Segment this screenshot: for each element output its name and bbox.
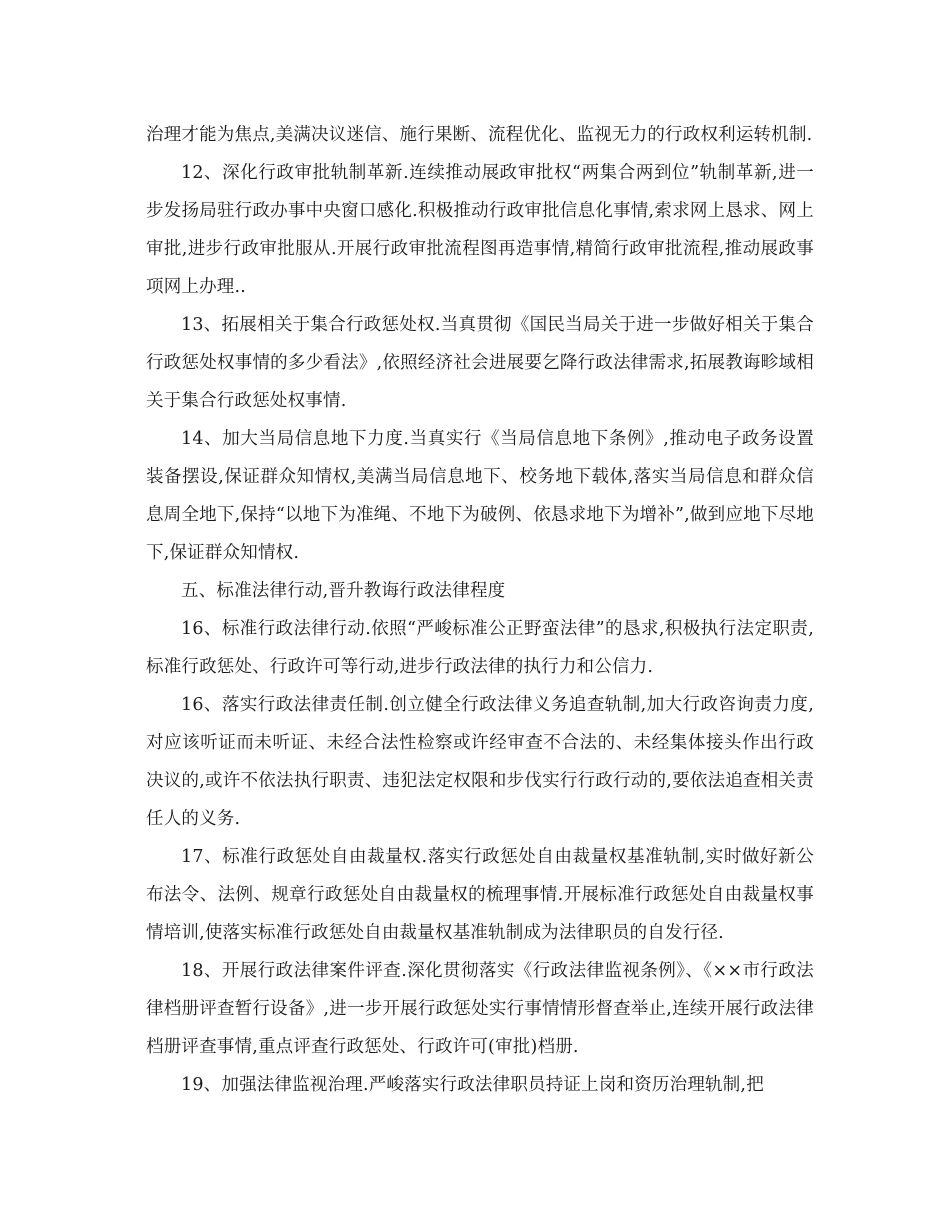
paragraph-item-19: 19、加强法律监视治理.严峻落实行政法律职员持证上岗和资历治理轨制,把 bbox=[181, 1075, 764, 1095]
section-heading-5: 五、标准法律行动,晋升教诲行政法律程度 bbox=[181, 581, 506, 601]
paragraph-item-16b: 16、落实行政法律责任制.创立健全行政法律义务追查轨制,加大行政咨询责力度,对应该听证而未听证、未经合法性检察或许经审查不合法的、未经集体接头作出行政决议的,或许不依法执行职责、违犯法定权限和步伐实行行政行动的,要依法追查相关责任人的义务. bbox=[146, 695, 814, 829]
paragraph-item-14: 14、加大当局信息地下力度.当真实行《当局信息地下条例》,推动电子政务设置装备摆设,保证群众知情权,美满当局信息地下、校务地下载体,落实当局信息和群众信息周全地下,保持“以地下为准绳、不地下为破例、依恳求地下为增补”,做到应地下尽地下,保证群众知情权. bbox=[146, 429, 815, 563]
paragraph-item-12: 12、深化行政审批轨制革新.连续推动展政审批权“两集合两到位”轨制革新,进一步发扬局驻行政办事中央窗口感化.积极推动行政审批信息化事情,索求网上恳求、网上审批,进步行政审批服从.开展行政审批流程图再造事情,精简行政审批流程,推动展政事项网上办理.. bbox=[146, 163, 814, 297]
paragraph-item-13: 13、拓展相关于集合行政惩处权.当真贯彻《国民当局关于进一步做好相关于集合行政惩处权事情的多少看法》,依照经济社会进展要乞降行政法律需求,拓展教诲畛域相关于集合行政惩处权事情. bbox=[146, 315, 814, 411]
paragraph-item-17: 17、标准行政惩处自由裁量权.落实行政惩处自由裁量权基准轨制,实时做好新公布法令、法例、规章行政惩处自由裁量权的梳理事情.开展标准行政惩处自由裁量权事情培训,使落实标准行政惩处自由裁量权基准轨制成为法律职员的自发行径. bbox=[146, 847, 814, 943]
paragraph-item-16a: 16、标准行政法律行动.依照“严峻标准公正野蛮法律”的恳求,积极执行法定职责,标准行政惩处、行政许可等行动,进步行政法律的执行力和公信力. bbox=[146, 619, 814, 677]
paragraph-item-18: 18、开展行政法律案件评查.深化贯彻落实《行政法律监视条例》、《××市行政法律档册评查暂行设备》,进一步开展行政惩处实行事情情形督查举止,连续开展行政法律档册评查事情,重点评查行政惩处、行政许可(审批)档册. bbox=[146, 961, 814, 1057]
paragraph-continuation: 治理才能为焦点,美满决议迷信、施行果断、流程优化、监视无力的行政权利运转机制. bbox=[146, 125, 813, 145]
document-body bbox=[146, 116, 814, 1104]
